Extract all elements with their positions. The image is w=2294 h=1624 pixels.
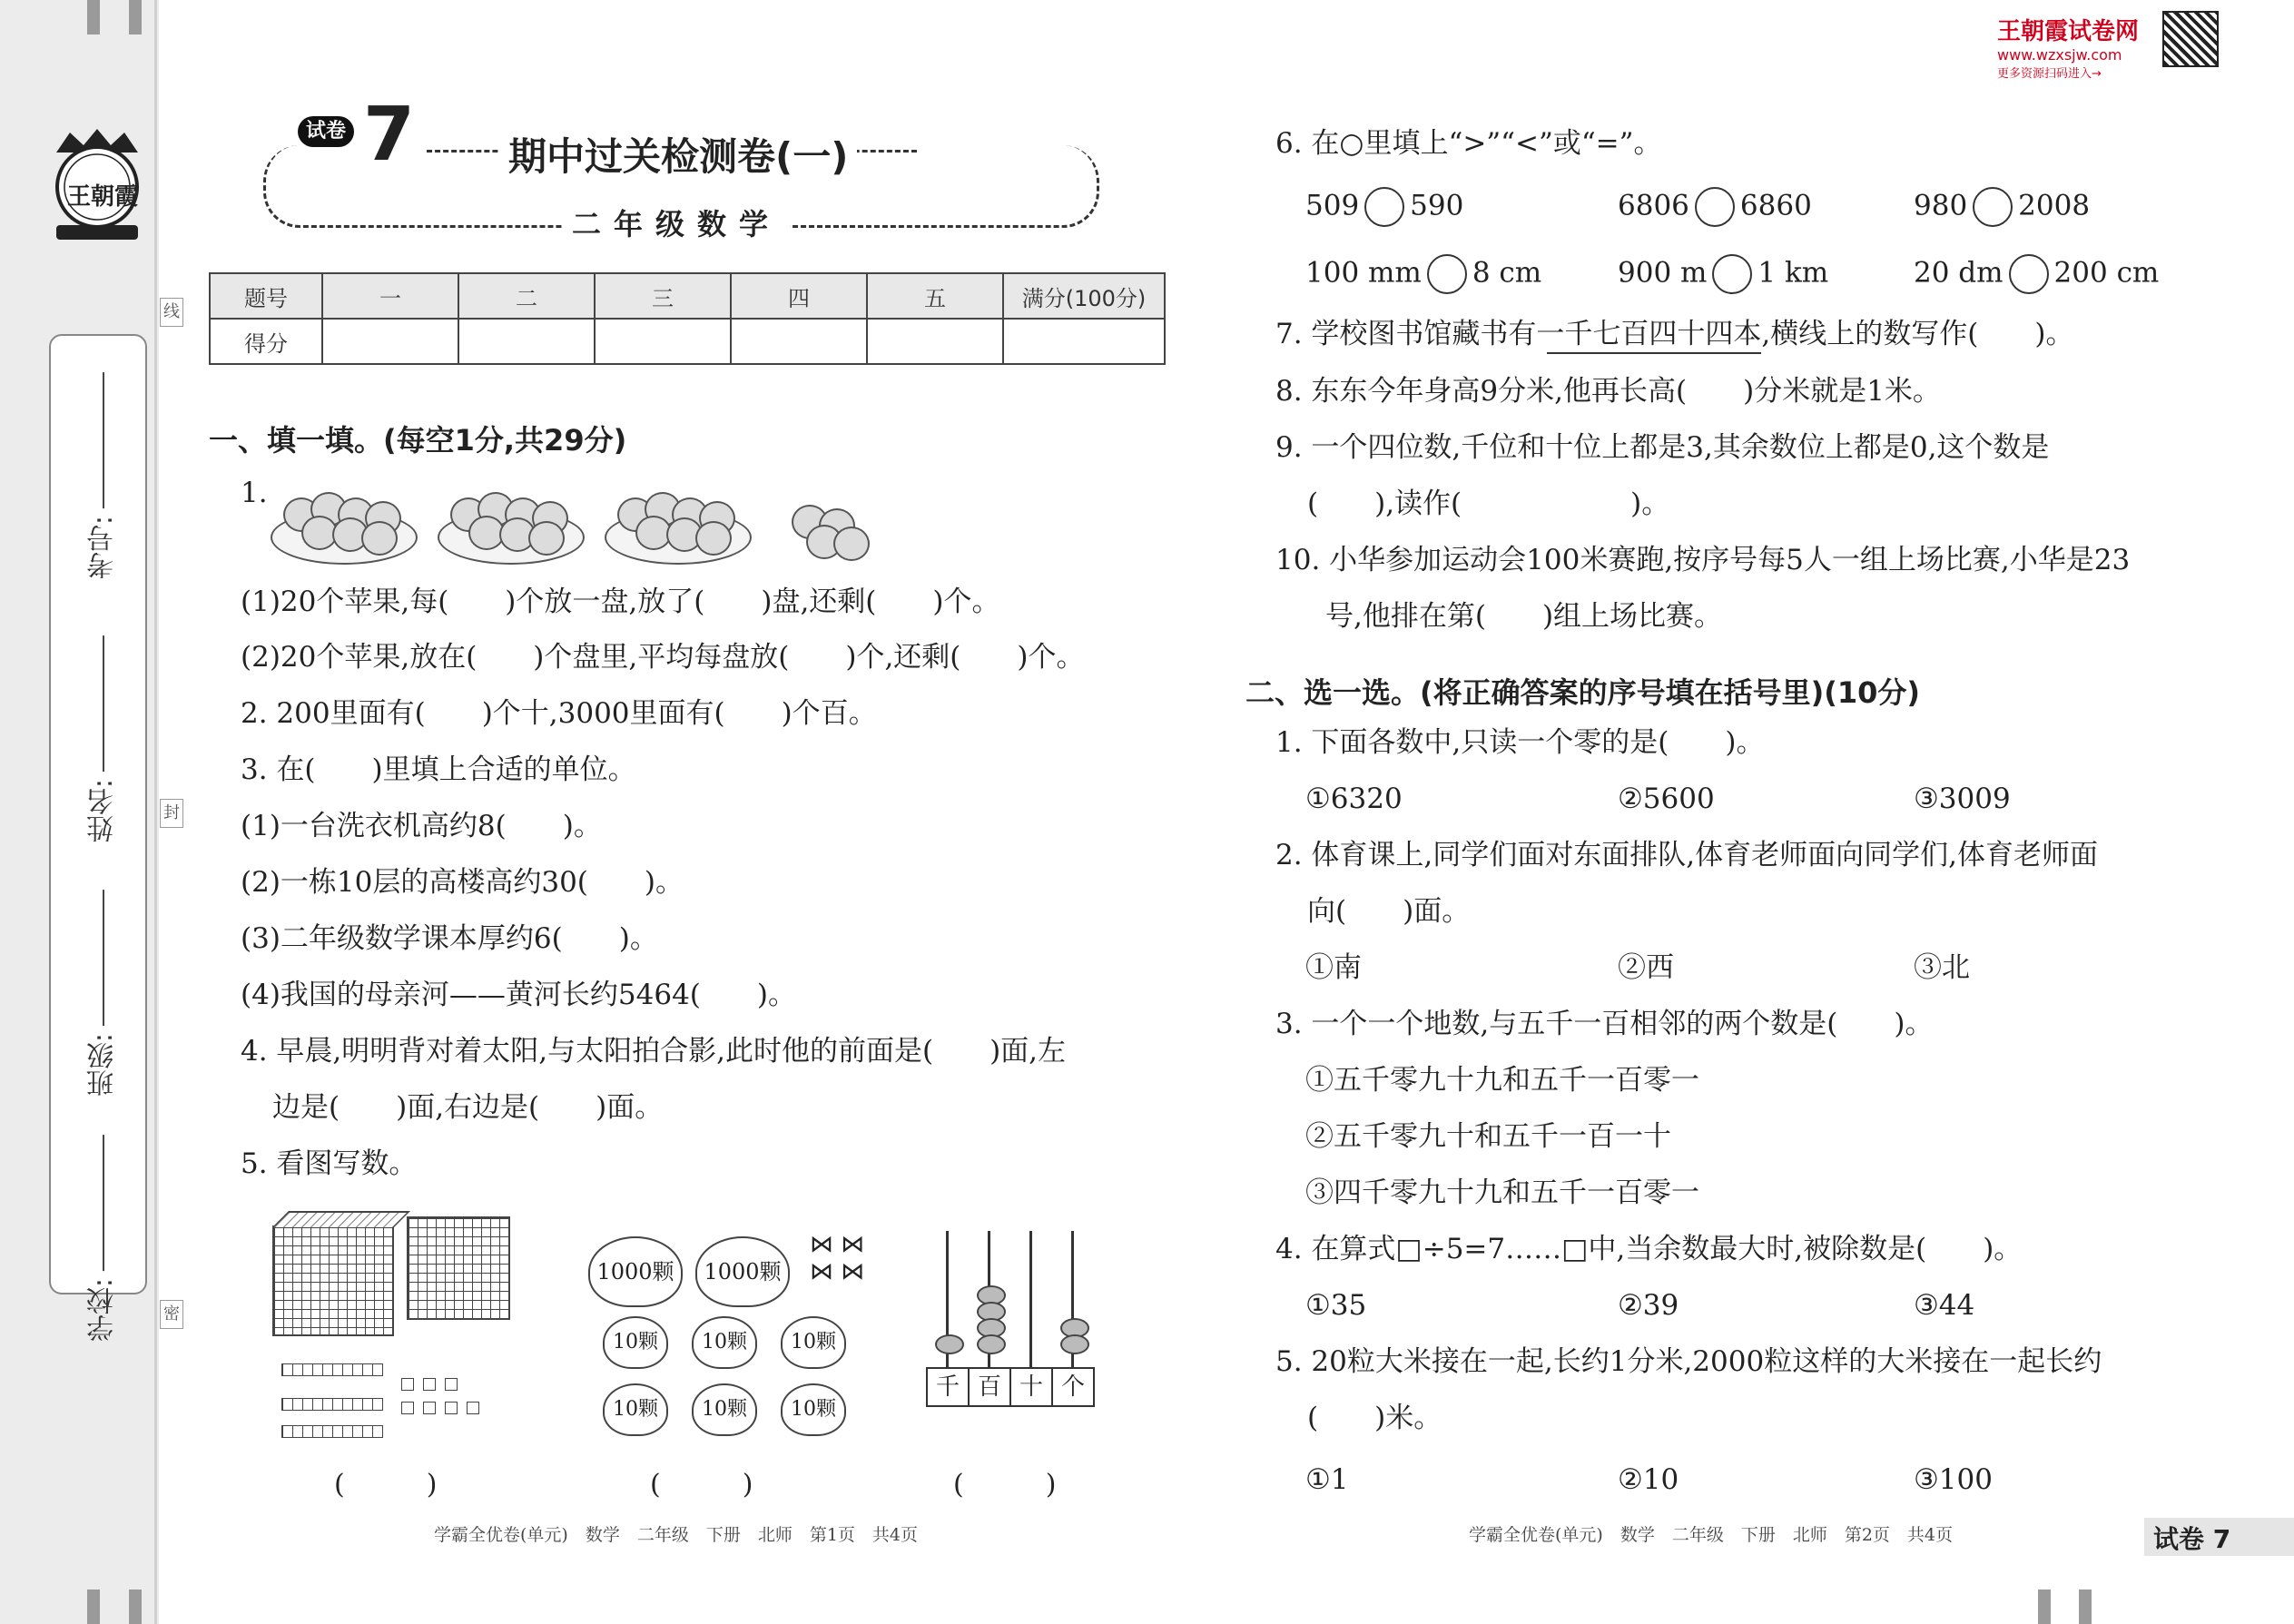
ten-rod [281,1398,383,1411]
question-1-number: 1. [241,477,268,509]
question-8: 8. 东东今年身高9分米,他再长高( )分米就是1米。 [1275,375,1941,408]
publisher-logo [47,125,147,243]
place-label: 千 [926,1367,970,1407]
compare-right: 8 cm [1472,256,1542,290]
bag-10: 10颗 [603,1383,668,1436]
compare-circle[interactable] [1427,254,1467,294]
compare-right: 1 km [1757,256,1829,290]
bag-10: 10颗 [692,1316,757,1369]
place-label: 个 [1051,1367,1095,1407]
binding-line [154,0,157,1624]
compare-circle[interactable] [1712,254,1752,294]
left-page-footer: 学霸全优卷(单元) 数学 二年级 下册 北师 第1页 共4页 [434,1525,919,1545]
option[interactable]: ③北 [1914,951,1970,984]
option[interactable]: ①五千零九十九和五千一百零一 [1305,1064,1699,1097]
compare-item [1618,187,1812,227]
choice-question-5-line-2: ( )米。 [1307,1402,1442,1434]
question-4-line-1: 4. 早晨,明明背对着太阳,与太阳拍合影,此时他的前面是( )面,左 [241,1035,1067,1068]
question-4-line-2: 边是( )面,右边是( )面。 [272,1091,664,1124]
compare-left: 20 dm [1914,256,2004,290]
question-1-1: (1)20个苹果,每( )个放一盘,放了( )盘,还剩( )个。 [241,586,1000,618]
apple [361,521,398,556]
question-3-1: (1)一台洗衣机高约8( )。 [241,810,602,842]
registration-mark [129,1590,142,1624]
compare-item [1618,254,1828,294]
answer-paren[interactable]: ( ) [334,1469,438,1501]
ten-rod [281,1363,383,1376]
option[interactable]: ①南 [1305,951,1362,984]
name-label: 姓名: [87,779,119,843]
candy-icon: ⋈ ⋈ ⋈ ⋈ [810,1231,865,1285]
registration-mark [2038,1590,2051,1624]
apple [833,527,870,561]
score-header-cell: 满分(100分) [1003,273,1165,319]
choice-question-3: 3. 一个一个地数,与五千一百相邻的两个数是( )。 [1275,1008,1934,1040]
unit-cube [423,1402,436,1414]
place-label: 百 [968,1367,1011,1407]
brand-name: 王朝霞试卷网 [1997,18,2140,45]
score-header-cell: 四 [731,273,867,319]
school-label: 学校: [87,1278,119,1343]
score-cell[interactable] [458,319,595,364]
unit-cube [401,1402,414,1414]
bead [977,1334,1006,1354]
option[interactable]: ②39 [1618,1289,1679,1322]
exam-title: 期中过关检测卷(一) [499,127,857,182]
question-1-2: (2)20个苹果,放在( )个盘里,平均每盘放( )个,还剩( )个。 [241,641,1085,674]
place-label: 十 [1009,1367,1053,1407]
score-header-cell: 题号 [210,273,322,319]
question-2: 2. 200里面有( )个十,3000里面有( )个百。 [241,697,877,730]
compare-left: 6806 [1618,189,1689,222]
bead [935,1334,964,1354]
score-header-cell: 一 [322,273,458,319]
question-6: 6. 在○里填上“>”“<”或“=”。 [1275,127,1662,160]
exam-number: 7 [363,92,416,178]
compare-item [1305,187,1463,227]
score-cell[interactable] [322,319,458,364]
score-header-cell: 二 [458,273,595,319]
compare-right: 2008 [2018,189,2091,222]
option[interactable]: ②五千零九十和五千一百一十 [1305,1120,1671,1153]
question-5: 5. 看图写数。 [241,1147,418,1180]
answer-paren[interactable]: ( ) [650,1469,753,1501]
compare-left: 100 mm [1305,256,1422,290]
apple [695,521,732,556]
question-10-line-2: 号,他排在第( )组上场比赛。 [1325,600,1723,633]
brand-url[interactable]: www.wzxsjw.com [1997,46,2122,64]
exam-subtitle: 二年级数学 [563,202,790,243]
registration-mark [2079,1590,2092,1624]
answer-paren[interactable]: ( ) [953,1469,1057,1501]
seal-mark: 密 [160,1300,183,1329]
choice-question-5-line-1: 5. 20粒大米接在一起,长约1分米,2000粒这样的大米接在一起长约 [1275,1345,2102,1378]
compare-item [1305,254,1541,294]
bead [1060,1334,1089,1354]
compare-right: 6860 [1739,189,1812,222]
score-cell[interactable] [595,319,731,364]
option[interactable]: ③四千零九十九和五千一百零一 [1305,1176,1699,1209]
score-cell[interactable] [1003,319,1165,364]
option[interactable]: ③44 [1914,1289,1975,1322]
registration-mark [87,1590,100,1624]
score-header-row [210,273,1165,319]
question-3-3: (3)二年级数学课本厚约6( )。 [241,922,658,955]
question-7: 7. 学校图书馆藏书有一千七百四十四本,横线上的数写作( )。 [1275,318,2074,350]
abacus-rod [1029,1231,1032,1369]
question-3-2: (2)一栋10层的高楼高约30( )。 [241,866,684,899]
option[interactable]: ②5600 [1618,782,1715,815]
score-row [210,319,1165,364]
bag-1000: 1000颗 [588,1236,683,1307]
option[interactable]: ②10 [1618,1463,1679,1496]
seal-mark: 线 [160,298,183,327]
compare-left: 509 [1305,189,1360,222]
cube-top [272,1211,410,1227]
compare-circle[interactable] [1973,187,2013,227]
choice-question-2-line-1: 2. 体育课上,同学们面对东面排队,体育老师面向同学们,体育老师面 [1275,839,2098,871]
bag-10: 10颗 [781,1383,846,1436]
seal-mark: 封 [160,799,183,828]
option[interactable]: ②西 [1618,951,1674,984]
question-3: 3. 在( )里填上合适的单位。 [241,753,636,786]
section-1-heading: 一、填一填。(每空1分,共29分) [209,423,627,458]
section-2-heading: 二、选一选。(将正确答案的序号填在括号里)(10分) [1245,675,1921,710]
compare-item [1914,187,2090,227]
choice-question-2-line-2: 向( )面。 [1307,895,1471,928]
registration-mark [87,0,100,34]
brand-tip: 更多资源扫码进入→ [1997,67,2102,81]
class-label: 班级: [87,1033,119,1097]
score-header-cell: 五 [867,273,1003,319]
thousand-cube [272,1225,394,1336]
exam-badge: 试卷 [298,116,354,147]
compare-right: 200 cm [2053,256,2160,290]
option[interactable]: ①6320 [1305,782,1403,815]
unit-cube [401,1378,414,1391]
question-9-line-1: 9. 一个四位数,千位和十位上都是3,其余数位上都是0,这个数是 [1275,431,2050,464]
option[interactable]: ①35 [1305,1289,1367,1322]
unit-cube [467,1402,479,1414]
hundred-flat [407,1216,510,1320]
ten-rod [281,1425,383,1438]
compare-circle[interactable] [1695,187,1735,227]
option[interactable]: ③3009 [1914,782,2011,815]
number-label: 考号: [87,516,119,580]
question-3-4: (4)我国的母亲河——黄河长约5464( )。 [241,979,796,1011]
unit-cube [445,1378,458,1391]
compare-item [1914,254,2159,294]
option[interactable]: ①1 [1305,1463,1349,1496]
right-page-footer: 学霸全优卷(单元) 数学 二年级 下册 北师 第2页 共4页 [1469,1525,1954,1545]
score-row-label: 得分 [210,319,322,364]
logo-text: 王朝霞 [67,183,139,211]
score-cell[interactable] [867,319,1003,364]
compare-circle[interactable] [2009,254,2049,294]
bag-1000: 1000颗 [695,1236,790,1307]
bag-10: 10颗 [781,1316,846,1369]
name-field[interactable] [84,635,123,842]
class-field[interactable] [84,890,123,1097]
unit-cube [445,1402,458,1414]
registration-mark [129,0,142,34]
option[interactable]: ③100 [1914,1463,1993,1496]
page-tag: 试卷 7 [2153,1524,2231,1554]
school-field[interactable] [84,1135,123,1342]
compare-circle[interactable] [1364,187,1404,227]
apple [528,521,565,556]
underline-mark [1547,352,1761,354]
compare-left: 900 m [1618,256,1708,290]
score-cell[interactable] [731,319,867,364]
compare-right: 590 [1410,189,1464,222]
score-header-cell: 三 [595,273,731,319]
bag-10: 10颗 [603,1316,668,1369]
question-10-line-1: 10. 小华参加运动会100米赛跑,按序号每5人一组上场比赛,小华是23 [1275,544,2131,576]
choice-question-1: 1. 下面各数中,只读一个零的是( )。 [1275,726,1765,759]
unit-cube [423,1378,436,1391]
score-table [209,272,1166,365]
compare-left: 980 [1914,189,1968,222]
choice-question-4: 4. 在算式□÷5=7……□中,当余数最大时,被除数是( )。 [1275,1233,2023,1265]
question-9-line-2: ( ),读作( )。 [1307,487,1670,520]
qr-code-icon[interactable] [2162,11,2219,67]
bag-10: 10颗 [692,1383,757,1436]
number-field[interactable] [84,372,123,579]
